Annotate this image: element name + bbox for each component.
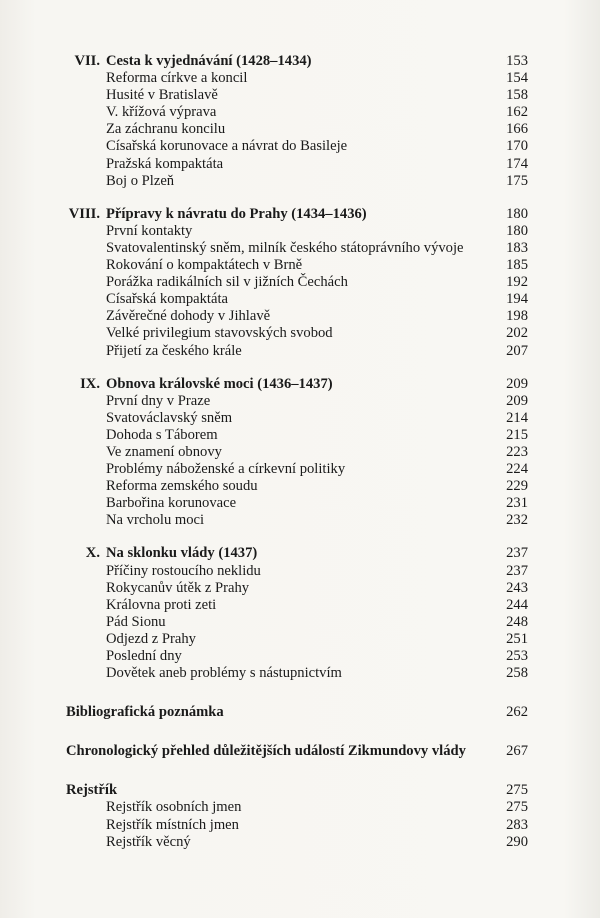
toc-entry [0,614,600,631]
page-number: 162 [506,104,528,121]
page-number: 232 [506,512,528,529]
page-number: 275 [506,782,528,799]
page-number: 207 [506,342,528,359]
toc-entry [0,104,600,121]
toc-entry [0,121,600,138]
toc-entry [0,597,600,614]
toc-entry [0,156,600,173]
toc-entry [0,223,600,240]
page-number: 224 [506,461,528,478]
toc-entry [0,308,600,325]
toc-entry [0,240,600,257]
toc-entry [0,817,600,834]
entry-title: Husité v Bratislavě [106,87,218,104]
entry-title: Za záchranu koncilu [106,121,226,138]
entry-title: V. křížová výprava [106,104,217,121]
page-number: 180 [506,222,528,239]
toc-entry [0,495,600,512]
page-number: 251 [506,630,528,647]
page-number: 262 [506,704,528,721]
toc-entry [0,87,600,104]
spacer [0,682,600,704]
page-number: 194 [506,291,528,308]
entry-title: Dohoda s Táborem [106,426,218,443]
toc-entry [0,325,600,342]
entry-title: Poslední dny [106,648,182,664]
toc-entry [0,173,600,190]
toc-entry [0,580,600,597]
toc-entry [0,799,600,816]
page-number: 275 [506,799,528,816]
page-number: 170 [506,138,528,155]
entry-title: Dovětek aneb problémy s nástupnictvím [106,665,342,682]
toc-entry [0,427,600,444]
toc-entry [0,665,600,682]
section-title: Bibliografická poznámka [66,704,224,721]
page-number: 185 [506,257,528,274]
section-title: Chronologický přehled důležitějších událostí Zikmundovy vlády [66,743,466,760]
entry-title: Císařská korunovace a návrat do Basileje [106,138,348,155]
page-number: 258 [506,665,528,682]
page-number: 175 [506,172,528,189]
toc-entry [0,291,600,308]
section-heading [0,782,600,799]
page-number: 283 [506,816,528,833]
entry-title: Ve znamení obnovy [106,443,222,460]
chapter-title: Obnova královské moci (1436–1437) [106,375,333,392]
entry-title: Svatovalentinský sněm, milník českého státoprávního vývoje [106,239,464,256]
entry-title: Závěrečné dohody v Jihlavě [106,308,271,325]
entry-title: Pražská kompaktáta [106,155,224,172]
page-number: 192 [506,274,528,291]
spacer [0,360,600,376]
entry-title: Rokycanův útěk z Prahy [106,579,250,596]
toc-entry [0,138,600,155]
page-number: 183 [506,239,528,256]
page-number: 209 [506,375,528,392]
page-number: 244 [506,596,528,613]
entry-title: Příčiny rostoucího neklidu [106,562,261,579]
toc-entry [0,343,600,360]
toc-entry [0,631,600,648]
page-number: 180 [506,205,528,222]
page-number: 153 [506,53,528,69]
entry-title: Pád Sionu [106,613,166,630]
section-title: Rejstřík [66,782,118,799]
entry-title: Na vrcholu moci [106,512,205,529]
entry-title: Císařská kompaktáta [106,291,228,308]
entry-title: Boj o Plzeň [106,172,175,189]
entry-title: Velké privilegium stavovských svobod [106,325,333,342]
page-number: 243 [506,579,528,596]
toc-entry [0,410,600,427]
chapter-number: IX. [80,375,100,392]
entry-title: Reforma zemského soudu [106,478,258,495]
page-number: 253 [506,648,528,664]
page-number: 237 [506,545,528,562]
spacer [0,721,600,743]
page-number: 267 [506,743,528,760]
toc-entry [0,834,600,851]
toc-entry [0,444,600,461]
spacer [0,529,600,545]
chapter-title: Cesta k vyjednávání (1428–1434) [106,53,312,69]
section-heading [0,743,600,760]
entry-title: Rejstřík věcný [106,833,191,850]
entry-title: První kontakty [106,222,193,239]
toc-entry [0,478,600,495]
chapter-number: X. [85,545,100,562]
page-number: 248 [506,613,528,630]
chapter-title: Přípravy k návratu do Prahy (1434–1436) [106,205,367,222]
toc-entry [0,512,600,529]
page-number: 209 [506,392,528,409]
chapter-title: Na sklonku vlády (1437) [106,545,258,562]
chapter-heading [0,53,600,70]
toc-entry [0,648,600,665]
toc-entry [0,393,600,410]
chapter-heading [0,376,600,393]
toc-entry [0,563,600,580]
toc-entry [0,274,600,291]
page-number: 223 [506,443,528,460]
page-number: 290 [506,833,528,850]
spacer [0,190,600,206]
entry-title: Odjezd z Prahy [106,630,196,647]
entry-title: Porážka radikálních sil v jižních Čechách [106,274,348,291]
entry-title: Královna proti zeti [106,596,217,613]
page-number: 231 [506,495,528,512]
entry-title: Barbořina korunovace [106,495,237,512]
toc-entry [0,70,600,87]
toc-entry [0,257,600,274]
chapter-number: VII. [74,53,100,69]
entry-title: Reforma církve a koncil [106,70,248,87]
entry-title: Rokování o kompaktátech v Brně [106,257,303,274]
page-number: 174 [506,155,528,172]
entry-title: Rejstřík osobních jmen [106,799,242,816]
page-number: 158 [506,87,528,104]
chapter-number: VIII. [68,205,100,222]
page-number: 214 [506,409,528,426]
spacer [0,760,600,782]
entry-title: První dny v Praze [106,392,211,409]
page-number: 215 [506,426,528,443]
chapter-heading [0,206,600,223]
entry-title: Svatováclavský sněm [106,409,233,426]
section-heading [0,704,600,721]
entry-title: Rejstřík místních jmen [106,816,239,833]
page-number: 237 [506,562,528,579]
page-number: 198 [506,308,528,325]
page-number: 229 [506,478,528,495]
toc-entry [0,461,600,478]
entry-title: Přijetí za českého krále [106,342,242,359]
entry-title: Problémy náboženské a církevní politiky [106,461,346,478]
table-of-contents [0,53,600,851]
chapter-heading [0,545,600,562]
page-number: 202 [506,325,528,342]
page-number: 154 [506,70,528,87]
page-number: 166 [506,121,528,138]
